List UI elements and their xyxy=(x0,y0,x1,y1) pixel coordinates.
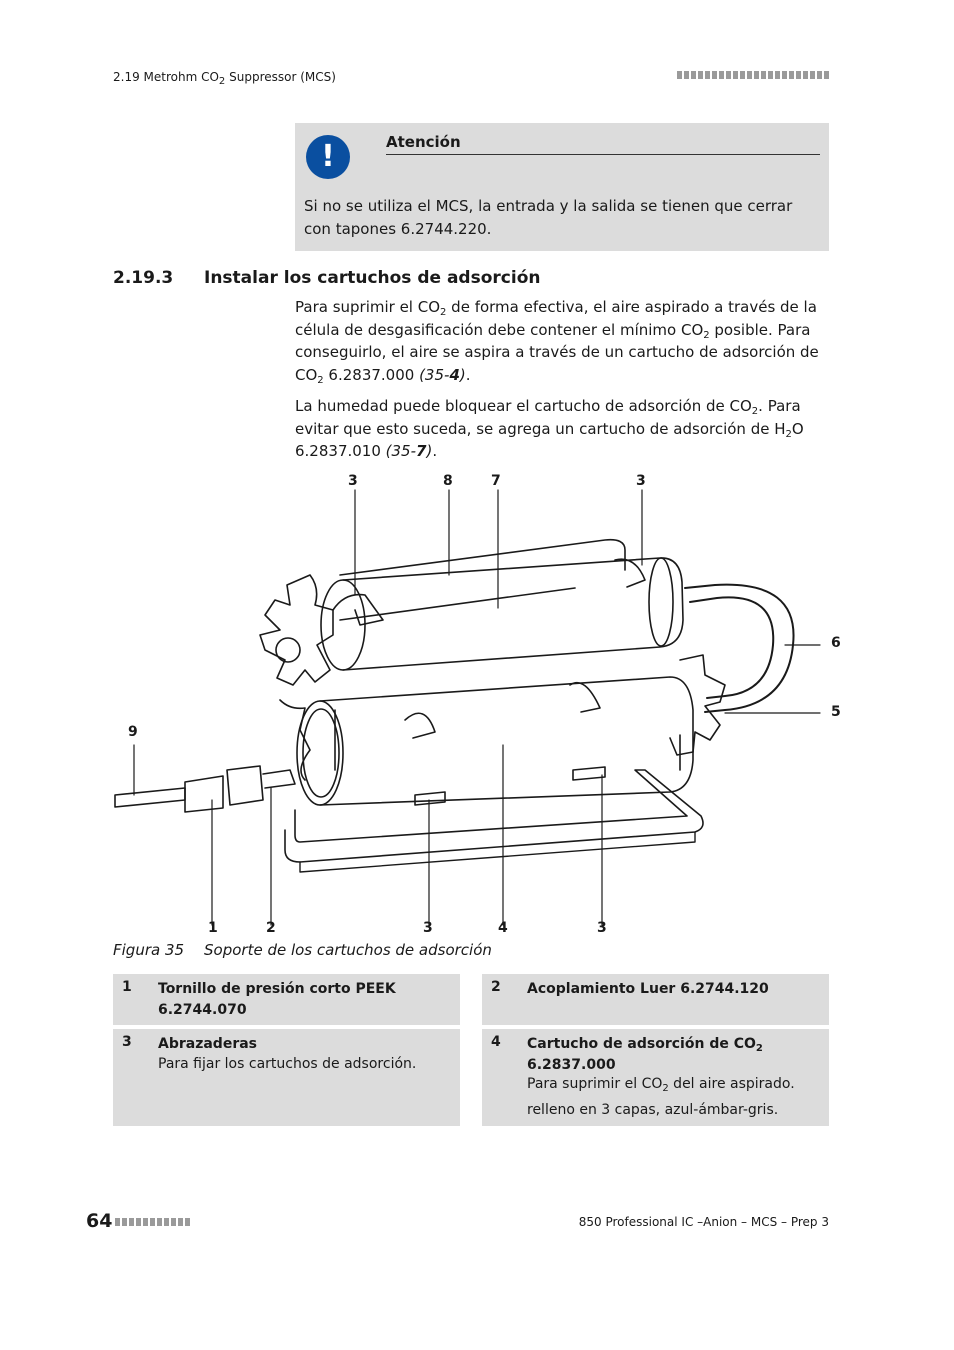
legend-item-3: 3 Abrazaderas Para fijar los cartuchos de adsorción. xyxy=(113,1029,460,1126)
callout-5: 5 xyxy=(831,704,841,720)
callout-9: 9 xyxy=(128,724,138,740)
document-title: 850 Professional IC –Anion – MCS – Prep 3 xyxy=(578,1215,829,1229)
callout-3: 3 xyxy=(423,920,433,936)
running-header: 2.19 Metrohm $CO_2$ Suppressor (MCS) xyxy=(113,70,336,87)
callout-3: 3 xyxy=(636,473,646,489)
cartridge-holder-illustration xyxy=(105,470,850,940)
header-dots-decoration xyxy=(677,71,829,79)
attention-box xyxy=(295,123,829,251)
attention-title: Atención xyxy=(386,133,461,151)
callout-1: 1 xyxy=(208,920,218,936)
callout-3: 3 xyxy=(348,473,358,489)
figure-reference[interactable]: (35-4) xyxy=(419,365,466,384)
legend-item-4: 4 Cartucho de adsorción de $CO_2$ 6.2837.000 Para suprimir el $CO_2$ del aire aspirado. relleno en 3 capas, azul-ámbar-gris. xyxy=(482,1029,829,1126)
attention-divider xyxy=(386,154,820,155)
callout-6: 6 xyxy=(831,635,841,651)
exclamation-icon: ! xyxy=(306,135,350,179)
callout-2: 2 xyxy=(266,920,276,936)
caption-text: Soporte de los cartuchos de adsorción xyxy=(204,941,492,959)
figure-caption xyxy=(113,941,492,959)
callout-8: 8 xyxy=(443,473,453,489)
paragraph-2: La humedad puede bloquear el cartucho de adsorción de $CO_2$. Para evitar que esto suceda, se agrega un cartucho de adsorción de $H_2O$ 6.2837.010 (35-7). xyxy=(295,397,804,460)
callout-3: 3 xyxy=(597,920,607,936)
cartridge-holder-figure xyxy=(105,470,850,940)
paragraph-1: Para suprimir el $CO_2$ de forma efectiva, el aire aspirado a través de la célula de desgasificación debe contener el mínimo $CO_2$ posible. Para conseguirlo, el aire se aspira a través de un cartucho de adsorción de $CO_2$ 6.2837.000 (35-4). xyxy=(295,298,819,386)
legend-item-2: 2 Acoplamiento Luer 6.2744.120 xyxy=(482,974,829,1025)
figure-reference[interactable]: (35-7) xyxy=(385,442,433,460)
caption-label: Figura 35 xyxy=(113,941,185,959)
callout-7: 7 xyxy=(491,473,501,489)
section-title: Instalar los cartuchos de adsorción xyxy=(204,268,541,288)
callout-4: 4 xyxy=(498,920,508,936)
footer-dots-decoration xyxy=(115,1218,190,1226)
attention-text: Si no se utiliza el MCS, la entrada y la salida se tienen que cerrar con tapones 6.2744.220. xyxy=(304,197,793,238)
legend-item-1: 1 Tornillo de presión corto PEEK 6.2744.070 xyxy=(113,974,460,1025)
page-number: 64 xyxy=(86,1210,113,1232)
section-number: 2.19.3 xyxy=(113,268,174,288)
